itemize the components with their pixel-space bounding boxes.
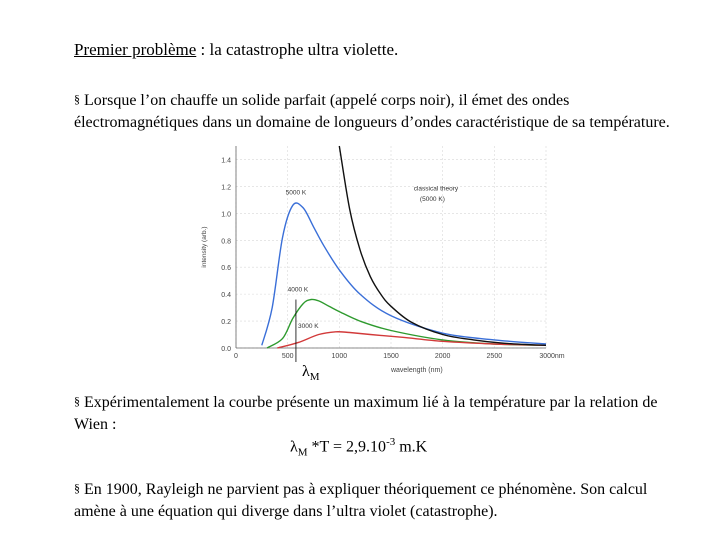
lambda-symbol: λ <box>302 363 310 380</box>
formula-middle: *T = 2,9.10 <box>307 438 387 456</box>
x-tick-label: 0 <box>234 353 238 360</box>
y-tick-label: 0.2 <box>221 319 231 327</box>
annotation-label: 3000 K <box>298 322 319 330</box>
formula-lambda: λ <box>290 438 298 456</box>
formula-sub: M <box>297 446 308 459</box>
formula-unit: m.K <box>395 438 428 456</box>
x-tick-label: 1000 <box>331 353 348 360</box>
bullet-icon: § <box>74 394 80 408</box>
slide-title <box>74 40 398 60</box>
title-rest: : la catastrophe ultra violette. <box>196 40 399 59</box>
y-axis-label: intensity (arb.) <box>201 226 208 268</box>
x-tick-label: 2000 <box>434 353 451 360</box>
annotation-label: classical theory <box>413 185 459 193</box>
y-tick-label: 0.4 <box>221 292 231 300</box>
y-tick-label: 0.6 <box>221 265 231 273</box>
y-tick-label: 1.4 <box>221 157 231 165</box>
y-tick-label: 0.0 <box>221 346 231 353</box>
paragraph-2-text: Expérimentalement la courbe présente un maximum lié à la température par la relation de Wien : <box>74 394 658 433</box>
paragraph-1 <box>74 90 674 134</box>
annotation-label: 4000 K <box>287 286 309 294</box>
paragraph-1-text: Lorsque l’on chauffe un solide parfait (appelé corps noir), il émet des ondes électromagnétiques dans un domaine de longueurs d’ondes caractéristique de sa température. <box>74 92 670 131</box>
paragraph-3-text: En 1900, Rayleigh ne parvient pas à expliquer théoriquement ce phénomène. Son calcul amène à une équation qui diverge dans l’ultra violet (catastrophe). <box>74 481 648 520</box>
lambda-max-label <box>302 363 320 383</box>
bullet-icon: § <box>74 92 80 106</box>
bullet-icon: § <box>74 481 80 495</box>
paragraph-2 <box>74 392 674 436</box>
paragraph-3 <box>74 479 674 523</box>
x-tick-label: 2500 <box>486 353 503 360</box>
annotation-label: 5000 K <box>285 189 307 197</box>
y-tick-label: 1.2 <box>221 184 231 192</box>
blackbody-chart <box>196 138 565 378</box>
title-underlined: Premier problème <box>74 40 197 59</box>
x-tick-label: 1500 <box>383 353 399 360</box>
x-tick-label: 3000nm <box>539 353 565 360</box>
y-tick-label: 0.8 <box>221 238 231 246</box>
x-tick-label: 500 <box>281 353 294 360</box>
formula-exp: -3 <box>386 436 396 448</box>
y-tick-label: 1.0 <box>221 211 231 219</box>
x-axis-label: wavelength (nm) <box>390 367 443 374</box>
annotation-label: (5000 K) <box>419 196 445 204</box>
wien-formula <box>290 436 427 459</box>
lambda-subscript: M <box>309 371 320 384</box>
